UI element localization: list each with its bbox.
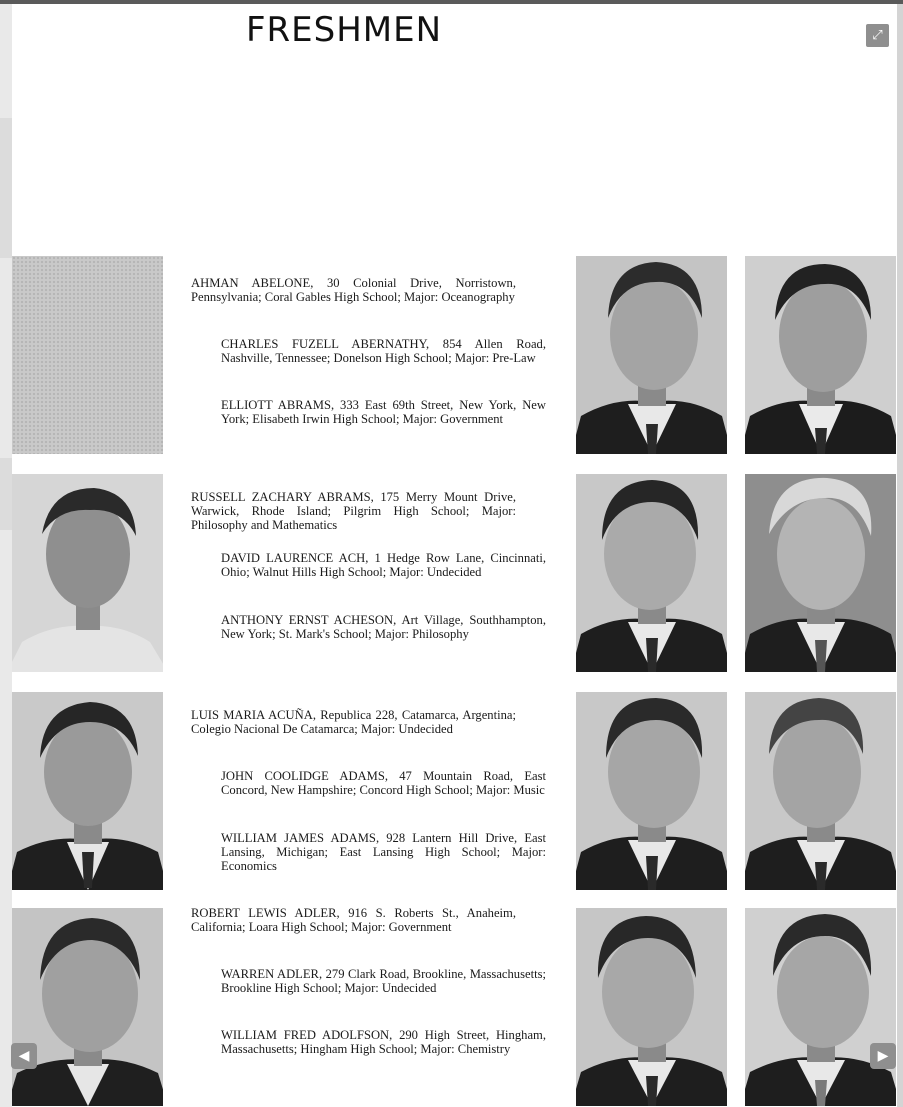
page-title: FRESHMEN bbox=[246, 10, 443, 50]
portrait-photo bbox=[12, 692, 163, 890]
portrait-photo bbox=[745, 256, 896, 454]
portrait-photo bbox=[745, 908, 896, 1106]
viewer-top-bar bbox=[0, 0, 903, 4]
student-entry: ANTHONY ERNST ACHESON, Art Village, Southhampton, New York; St. Mark's School; Major: Philosophy bbox=[221, 613, 546, 641]
portrait-photo bbox=[576, 256, 727, 454]
expand-icon[interactable]: ⤢ bbox=[866, 24, 889, 47]
chevron-left-icon[interactable]: ◀ bbox=[11, 1043, 37, 1069]
student-entry: JOHN COOLIDGE ADAMS, 47 Mountain Road, East Concord, New Hampshire; Concord High School; Major: Music bbox=[221, 769, 546, 797]
portrait-photo bbox=[745, 474, 896, 672]
portrait-photo bbox=[12, 908, 163, 1106]
chevron-right-icon[interactable]: ▶ bbox=[870, 1043, 896, 1069]
student-entry: WILLIAM JAMES ADAMS, 928 Lantern Hill Drive, East Lansing, Michigan; East Lansing High School; Major: Economics bbox=[221, 831, 546, 873]
left-page-gutter bbox=[0, 4, 12, 1107]
student-entry: ROBERT LEWIS ADLER, 916 S. Roberts St., Anaheim, California; Loara High School; Major: Government bbox=[191, 906, 516, 934]
portrait-photo bbox=[576, 474, 727, 672]
student-entry: AHMAN ABELONE, 30 Colonial Drive, Norristown, Pennsylvania; Coral Gables High School; Major: Oceanography bbox=[191, 276, 516, 304]
student-entry: WILLIAM FRED ADOLFSON, 290 High Street, Hingham, Massachusetts; Hingham High School; Major: Chemistry bbox=[221, 1028, 546, 1056]
right-page-edge bbox=[897, 4, 903, 1107]
student-entry: RUSSELL ZACHARY ABRAMS, 175 Merry Mount Drive, Warwick, Rhode Island; Pilgrim High School; Major: Philosophy and Mathematics bbox=[191, 490, 516, 532]
portrait-photo bbox=[576, 692, 727, 890]
portrait-photo bbox=[12, 474, 163, 672]
portrait-photo bbox=[576, 908, 727, 1106]
portrait-photo-placeholder bbox=[12, 256, 163, 454]
student-entry: ELLIOTT ABRAMS, 333 East 69th Street, New York, New York; Elisabeth Irwin High School; Major: Government bbox=[221, 398, 546, 426]
portrait-photo bbox=[745, 692, 896, 890]
student-entry: CHARLES FUZELL ABERNATHY, 854 Allen Road, Nashville, Tennessee; Donelson High School; Major: Pre-Law bbox=[221, 337, 546, 365]
student-entry: WARREN ADLER, 279 Clark Road, Brookline, Massachusetts; Brookline High School; Major: Undecided bbox=[221, 967, 546, 995]
student-entry: LUIS MARIA ACUÑA, Republica 228, Catamarca, Argentina; Colegio Nacional De Catamarca; Major: Undecided bbox=[191, 708, 516, 736]
student-entry: DAVID LAURENCE ACH, 1 Hedge Row Lane, Cincinnati, Ohio; Walnut Hills High School; Major: Undecided bbox=[221, 551, 546, 579]
